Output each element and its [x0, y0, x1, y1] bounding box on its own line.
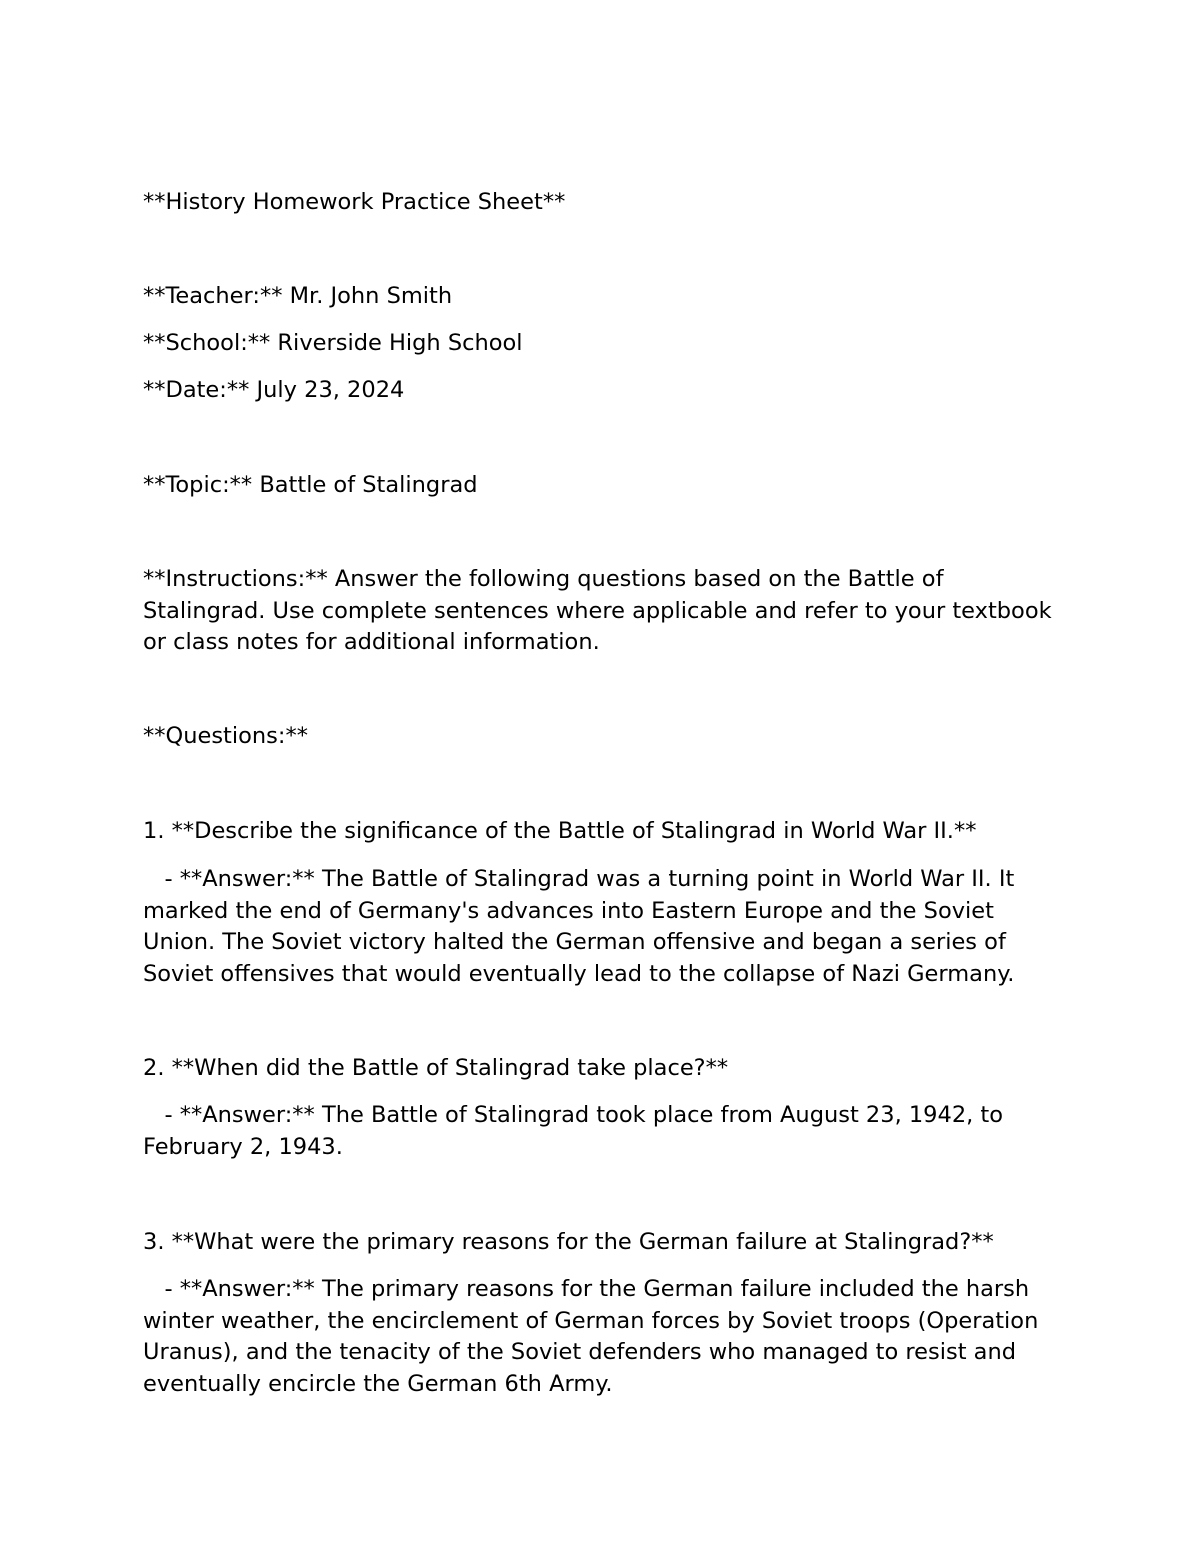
question-2: 2. **When did the Battle of Stalingrad take place?** — [143, 1055, 729, 1081]
date-line: **Date:** July 23, 2024 — [143, 377, 405, 403]
answer-3: - **Answer:** The primary reasons for the German failure included the harsh winter weather, the encirclement of German forces by Soviet troops (Operation Uranus), and the tenacity of the Soviet defenders who managed to resist and eventually encircle the German 6th Army. — [143, 1276, 1046, 1397]
topic-line: **Topic:** Battle of Stalingrad — [143, 472, 478, 498]
question-1: 1. **Describe the significance of the Battle of Stalingrad in World War II.** — [143, 818, 977, 844]
answer-1: - **Answer:** The Battle of Stalingrad was a turning point in World War II. It marked the end of Germany's advances into Eastern Europe and the Soviet Union. The Soviet victory halted the German offensive and began a series of Soviet offensives that would eventually lead to the collapse of Nazi Germany. — [143, 866, 1022, 987]
question-3: 3. **What were the primary reasons for the German failure at Stalingrad?** — [143, 1229, 994, 1255]
teacher-line: **Teacher:** Mr. John Smith — [143, 283, 453, 309]
school-line: **School:** Riverside High School — [143, 330, 523, 356]
questions-heading: **Questions:** — [143, 723, 308, 749]
document-title: **History Homework Practice Sheet** — [143, 189, 566, 215]
answer-2: - **Answer:** The Battle of Stalingrad took place from August 23, 1942, to February 2, 1943. — [143, 1102, 1011, 1160]
instructions-paragraph: **Instructions:** Answer the following questions based on the Battle of Stalingrad. Use complete sentences where applicable and refer to your textbook or class notes for additional information. — [143, 566, 1052, 655]
